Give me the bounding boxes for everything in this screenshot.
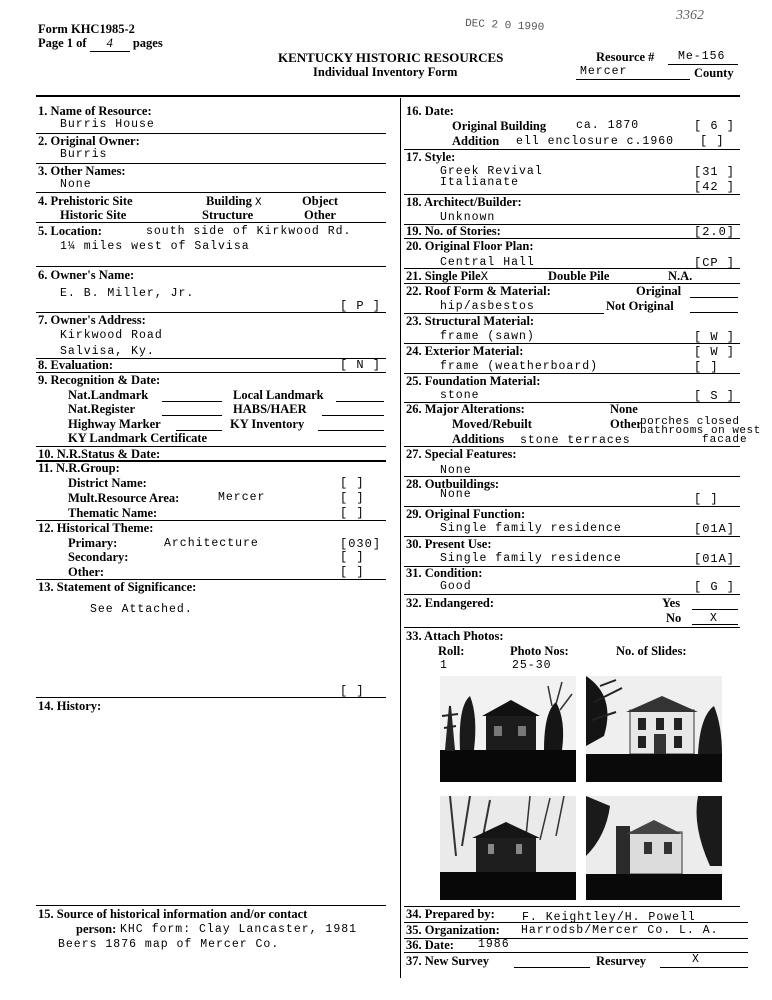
f26-other-value-line1: porches closed <box>640 416 740 428</box>
f34-label: 34. Prepared by: <box>406 907 495 921</box>
f30-code: [01A] <box>694 552 736 566</box>
f17-code1: [31 ] <box>694 165 736 179</box>
f4-structure: Structure <box>202 208 254 222</box>
f22-value: hip/asbestos <box>440 300 535 313</box>
f33-photo-nos: Photo Nos: <box>510 644 569 658</box>
f25-code: [ S ] <box>694 389 736 403</box>
f32-label: 32. Endangered: <box>406 596 494 610</box>
resource-number: Me-156 <box>678 50 726 63</box>
f21-single-mark: X <box>480 270 489 284</box>
f9-label: 9. Recognition & Date: <box>38 373 161 387</box>
f2-value: Burris <box>60 148 108 161</box>
f16-addition-code: [ ] <box>700 134 725 148</box>
f32-no: No <box>666 611 682 625</box>
f30-value: Single family residence <box>440 552 622 565</box>
page-total: 4 <box>90 36 130 52</box>
f29-label: 29. Original Function: <box>406 507 526 521</box>
f15-value-line2: Beers 1876 map of Mercer Co. <box>58 938 280 951</box>
page-suffix: pages <box>132 36 163 50</box>
f15-label: 15. Source of historical information and/or contact <box>38 907 308 921</box>
f9-local-landmark: Local Landmark <box>233 388 324 402</box>
f15-value-line1: KHC form: Clay Lancaster, 1981 <box>120 923 358 936</box>
photo-2 <box>586 676 722 782</box>
f3-value: None <box>60 178 92 191</box>
f24-label: 24. Exterior Material: <box>406 344 524 358</box>
f7-label: 7. Owner's Address: <box>38 313 146 327</box>
f36-value: 1986 <box>478 938 510 951</box>
f9-ky-inventory: KY Inventory <box>230 417 305 431</box>
f21-double: Double Pile <box>548 269 610 283</box>
f10-label: 10. N.R.Status & Date: <box>38 447 161 461</box>
f28-value: None <box>440 488 472 501</box>
f9-habs: HABS/HAER <box>233 402 307 416</box>
f11-mra: Mult.Resource Area: <box>68 491 180 505</box>
f26-other: Other <box>610 417 642 431</box>
f33-photo-nos-value: 25-30 <box>512 659 552 672</box>
f12-secondary-box: [ ] <box>340 550 365 564</box>
f6-label: 6. Owner's Name: <box>38 268 135 282</box>
f9-highway-marker: Highway Marker <box>68 417 161 431</box>
f7-value-line2: Salvisa, Ky. <box>60 345 155 358</box>
f21-label: 21. Single PileX <box>406 269 489 284</box>
f33-roll-value: 1 <box>440 659 448 672</box>
f9-ky-landmark: KY Landmark Certificate <box>68 431 208 445</box>
resource-label: Resource # <box>596 50 655 64</box>
f26-additions-value: stone terraces <box>520 434 631 447</box>
f29-code: [01A] <box>694 522 736 536</box>
f12-other-box: [ ] <box>340 565 365 579</box>
f26-additions: Additions <box>452 432 505 446</box>
f18-label: 18. Architect/Builder: <box>406 195 522 209</box>
f27-label: 27. Special Features: <box>406 447 517 461</box>
f11-thematic-box: [ ] <box>340 506 365 520</box>
f14-label: 14. History: <box>38 699 102 713</box>
f16-label: 16. Date: <box>406 104 454 118</box>
county-label: County <box>694 66 734 80</box>
f31-label: 31. Condition: <box>406 566 483 580</box>
f22-not-original: Not Original <box>606 299 674 313</box>
f20-label: 20. Original Floor Plan: <box>406 239 534 253</box>
corner-note: 3362 <box>676 8 704 23</box>
f20-value: Central Hall <box>440 256 535 269</box>
photo-4 <box>586 796 722 900</box>
f31-value: Good <box>440 580 472 593</box>
f35-value: Harrodsb/Mercer Co. L. A. <box>521 924 719 937</box>
f5-value-line2: 1¼ miles west of Salvisa <box>60 240 250 253</box>
f16-addition-value: ell enclosure c.1960 <box>516 135 675 148</box>
f11-thematic: Thematic Name: <box>68 506 158 520</box>
f33-roll: Roll: <box>438 644 465 658</box>
f4-object: Object <box>302 194 339 208</box>
f8-code: [ N ] <box>340 358 382 372</box>
f26-facade: facade <box>702 434 748 446</box>
f11-mra-box: [ ] <box>340 491 365 505</box>
f36-label: 36. Date: <box>406 938 454 952</box>
f12-other: Other: <box>68 565 105 579</box>
f32-no-value: X <box>710 612 718 625</box>
f20-code: [CP ] <box>694 256 736 270</box>
f28-code: [ ] <box>694 492 719 506</box>
f16-original: Original Building <box>452 119 547 133</box>
f34-value: F. Keightley/H. Powell <box>522 911 696 924</box>
f4-historic: Historic Site <box>60 208 127 222</box>
f25-value: stone <box>440 389 480 402</box>
f11-district: District Name: <box>68 476 147 490</box>
f23-code: [ W ] <box>694 330 736 344</box>
f24-code1: [ W ] <box>694 345 736 359</box>
f26-moved: Moved/Rebuilt <box>452 417 532 431</box>
f22-label: 22. Roof Form & Material: <box>406 284 551 298</box>
f35-label: 35. Organization: <box>406 923 500 937</box>
f26-none: None <box>610 402 638 416</box>
f2-label: 2. Original Owner: <box>38 134 140 148</box>
f12-primary: Primary: <box>68 536 118 550</box>
f13-label: 13. Statement of Significance: <box>38 580 197 594</box>
photo-1 <box>440 676 576 782</box>
f30-label: 30. Present Use: <box>406 537 492 551</box>
f17-label: 17. Style: <box>406 150 456 164</box>
f4-building: Building X <box>206 194 262 209</box>
f33-label: 33. Attach Photos: <box>406 629 504 643</box>
f31-code: [ G ] <box>694 580 736 594</box>
f19-label: 19. No. of Stories: <box>406 224 501 238</box>
f17-value-line2: Italianate <box>440 176 520 189</box>
f3-label: 3. Other Names: <box>38 164 126 178</box>
f22-original: Original <box>636 284 682 298</box>
photo-3 <box>440 796 576 900</box>
f16-original-code: [ 6 ] <box>694 119 736 133</box>
page-count <box>38 36 163 52</box>
county-value: Mercer <box>580 65 628 78</box>
f33-slides: No. of Slides: <box>616 644 687 658</box>
f11-label: 11. N.R.Group: <box>38 461 120 475</box>
f4-label: 4. Prehistoric Site <box>38 194 133 208</box>
f11-mra-value: Mercer <box>218 491 266 504</box>
f19-code: [2.0] <box>694 225 736 239</box>
f23-value: frame (sawn) <box>440 330 535 343</box>
f12-primary-value: Architecture <box>164 537 259 550</box>
f8-label: 8. Evaluation: <box>38 358 114 372</box>
f24-value: frame (weatherboard) <box>440 360 599 373</box>
f5-label: 5. Location: <box>38 224 102 238</box>
f37-value: X <box>692 953 700 966</box>
f4-other: Other <box>304 208 336 222</box>
f29-value: Single family residence <box>440 522 622 535</box>
f6-code: [ P ] <box>340 299 382 313</box>
date-stamp: DEC 2 0 1990 <box>464 17 545 35</box>
f9-nat-register: Nat.Register <box>68 402 135 416</box>
f1-value: Burris House <box>60 118 155 131</box>
f15-person: person: <box>76 922 117 936</box>
f7-value-line1: Kirkwood Road <box>60 329 163 342</box>
f27-value: None <box>440 464 472 477</box>
f1-label: 1. Name of Resource: <box>38 104 152 118</box>
f16-addition: Addition <box>452 134 500 148</box>
f6-value: E. B. Miller, Jr. <box>60 287 195 300</box>
f21-na: N.A. <box>668 269 693 283</box>
f16-original-value: ca. 1870 <box>576 119 640 132</box>
f24-code2: [ ] <box>694 360 719 374</box>
f12-secondary: Secondary: <box>68 550 129 564</box>
form-id: Form KHC1985-2 <box>38 22 135 36</box>
f26-label: 26. Major Alterations: <box>406 402 525 416</box>
form-subtitle: Individual Inventory Form <box>313 65 458 79</box>
f23-label: 23. Structural Material: <box>406 314 535 328</box>
f4-building-mark: X <box>255 197 262 209</box>
f25-label: 25. Foundation Material: <box>406 374 541 388</box>
f13-value: See Attached. <box>90 603 193 616</box>
f28-label: 28. Outbuildings: <box>406 477 500 491</box>
f26-other-value-line2: bathrooms on west <box>640 425 761 437</box>
f9-nat-landmark: Nat.Landmark <box>68 388 149 402</box>
f17-code2: [42 ] <box>694 180 736 194</box>
page-prefix: Page 1 of <box>38 36 87 50</box>
f12-label: 12. Historical Theme: <box>38 521 154 535</box>
f37-resurvey: Resurvey <box>596 954 646 968</box>
f5-value-line1: south side of Kirkwood Rd. <box>146 225 352 238</box>
f32-yes: Yes <box>662 596 681 610</box>
f12-primary-code: [030] <box>340 537 382 551</box>
f18-value: Unknown <box>440 211 496 224</box>
f13-box: [ ] <box>340 684 365 698</box>
f37-label: 37. New Survey <box>406 954 489 968</box>
f17-value-line1: Greek Revival <box>440 165 543 178</box>
f11-district-box: [ ] <box>340 476 365 490</box>
form-title: KENTUCKY HISTORIC RESOURCES <box>278 50 504 65</box>
